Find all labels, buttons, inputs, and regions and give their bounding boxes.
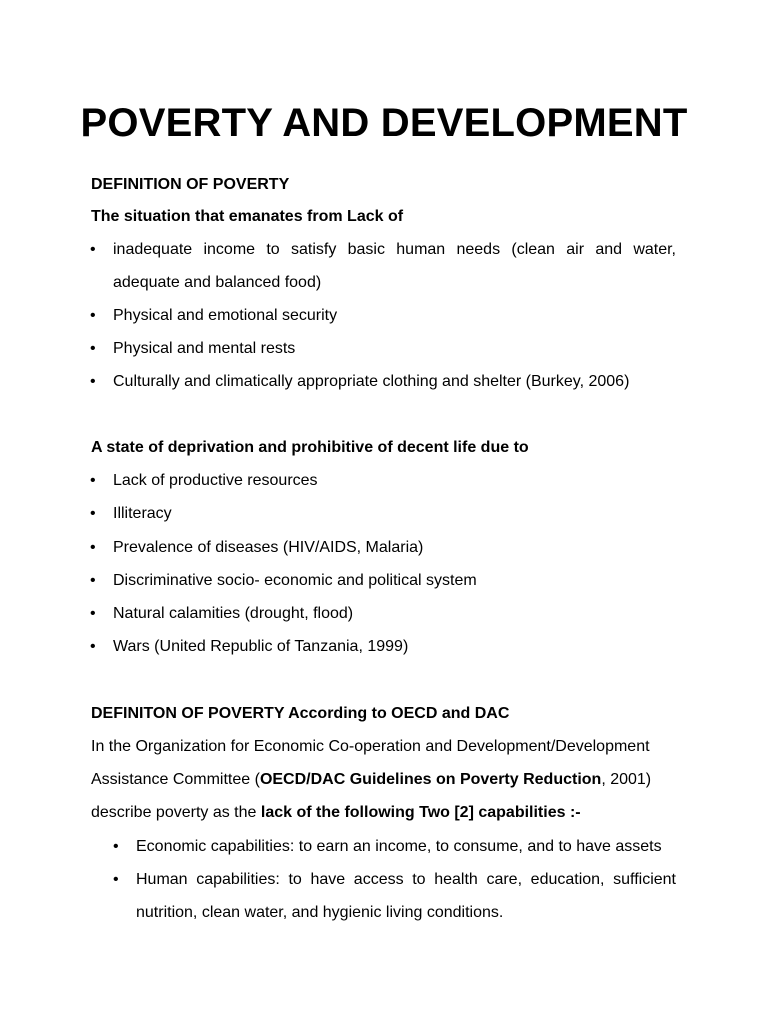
section-intro-deprivation: A state of deprivation and prohibitive of decent life due to: [91, 439, 529, 456]
bullet-marker: •: [90, 241, 96, 258]
bullet-marker: •: [90, 505, 96, 522]
section-heading-definition: DEFINITION OF POVERTY: [91, 176, 290, 193]
bullet-marker: •: [90, 373, 96, 390]
list-item: Physical and emotional security: [113, 307, 338, 324]
paragraph-text: describe poverty as the: [91, 804, 261, 821]
section-heading-oecd-dac: DEFINITON OF POVERTY According to OECD and DAC: [91, 705, 510, 722]
list-item-line: nutrition, clean water, and hygienic living conditions.: [136, 904, 504, 921]
paragraph-text: , 2001): [601, 771, 652, 788]
paragraph-text: Assistance Committee (: [91, 771, 260, 788]
list-item: Culturally and climatically appropriate clothing and shelter (Burkey, 2006): [113, 373, 630, 390]
bullet-marker: •: [113, 871, 119, 888]
list-item: Discriminative socio- economic and political system: [113, 572, 477, 589]
list-item-line: inadequate income to satisfy basic human needs (clean air and water,: [113, 241, 676, 258]
paragraph-line: [91, 770, 651, 790]
list-item: Physical and mental rests: [113, 340, 296, 357]
document-title: POVERTY AND DEVELOPMENT: [80, 101, 688, 145]
list-item-line: Human capabilities: to have access to health care, education, sufficient: [136, 871, 676, 888]
list-item: Prevalence of diseases (HIV/AIDS, Malaria): [113, 539, 424, 556]
list-item-line: adequate and balanced food): [113, 274, 322, 291]
list-item: Lack of productive resources: [113, 472, 318, 489]
list-item: Natural calamities (drought, flood): [113, 605, 354, 622]
bullet-marker: •: [90, 340, 96, 357]
section-intro-lack-of: The situation that emanates from Lack of: [91, 208, 404, 225]
bullet-marker: •: [90, 638, 96, 655]
list-item: Economic capabilities: to earn an income, to consume, and to have assets: [136, 838, 662, 855]
bullet-marker: •: [90, 572, 96, 589]
bullet-marker: •: [90, 472, 96, 489]
bullet-marker: •: [113, 838, 119, 855]
bullet-marker: •: [90, 539, 96, 556]
bullet-marker: •: [90, 307, 96, 324]
paragraph-emphasis: lack of the following Two [2] capabilities :-: [260, 804, 581, 821]
paragraph-emphasis: OECD/DAC Guidelines on Poverty Reduction: [259, 771, 602, 788]
paragraph-line: In the Organization for Economic Co-operation and Development/Development: [91, 738, 650, 755]
paragraph-line: [91, 803, 581, 823]
list-item: Wars (United Republic of Tanzania, 1999): [113, 638, 409, 655]
bullet-marker: •: [90, 605, 96, 622]
list-item: Illiteracy: [113, 505, 172, 522]
